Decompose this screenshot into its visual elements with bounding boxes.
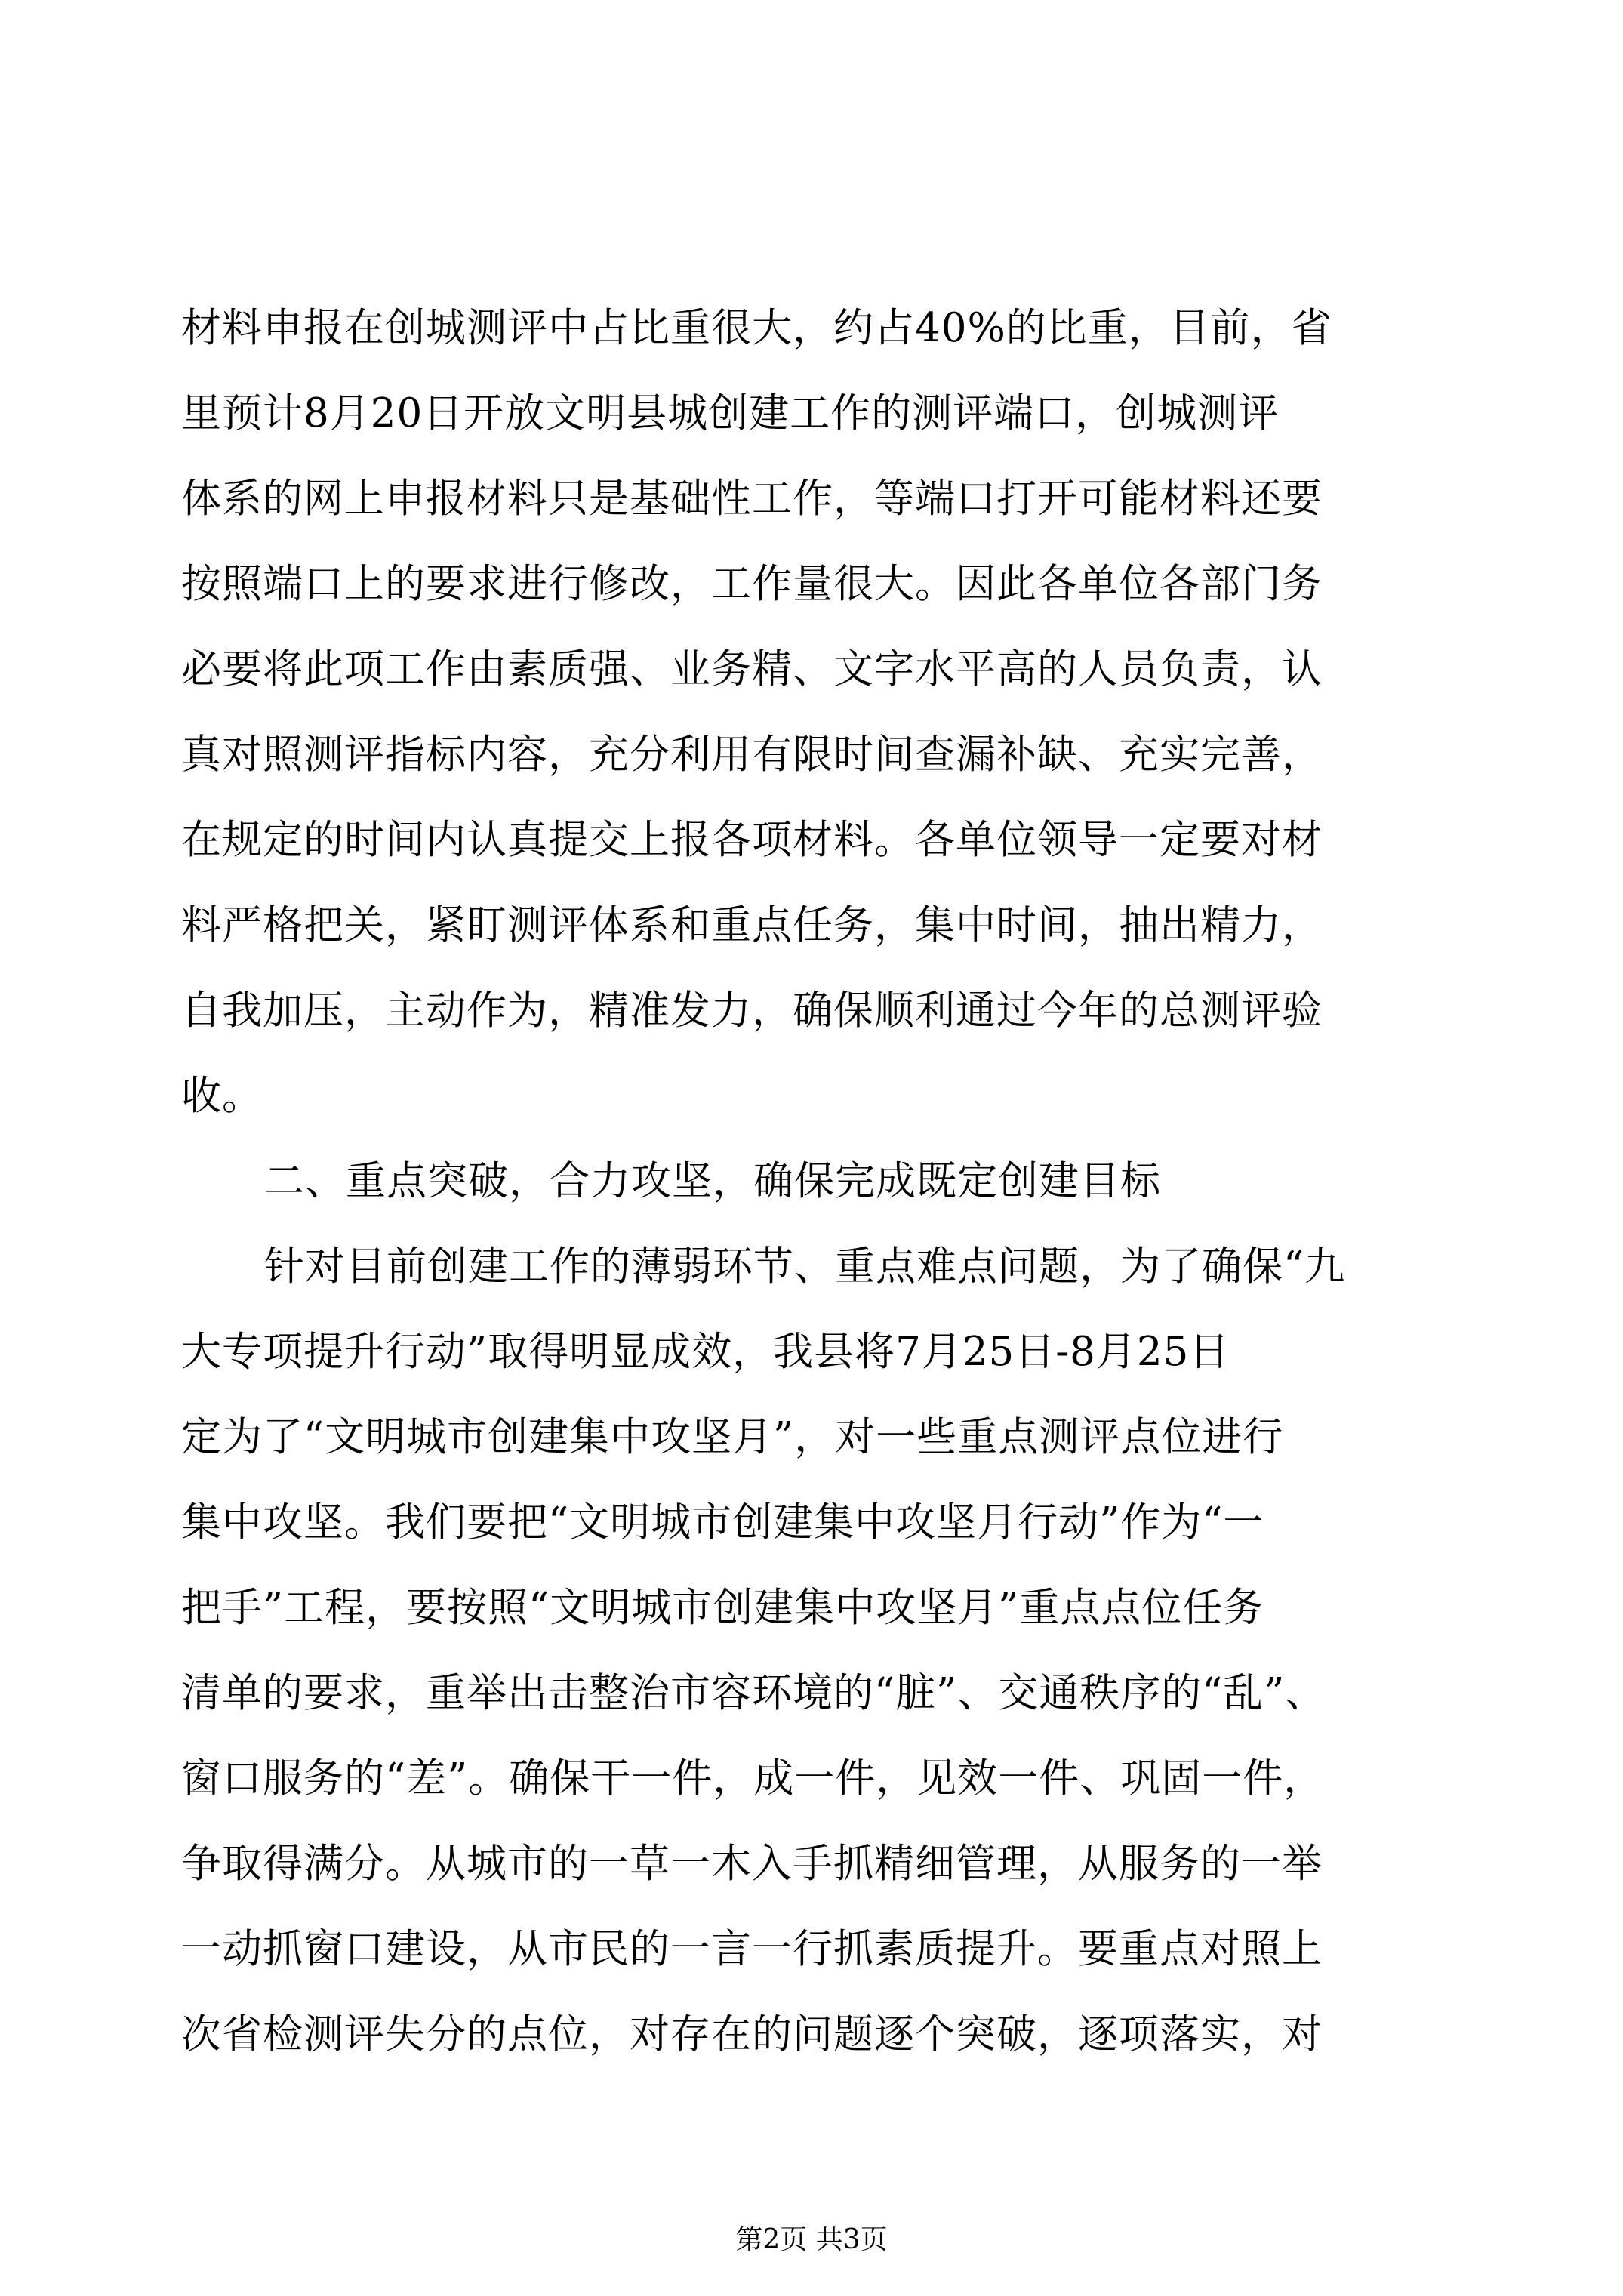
page-footer: 第2页 共3页: [735, 2224, 888, 2255]
paragraph-line: 针对目前创建工作的薄弱环节、重点难点问题，为了确保“九: [264, 1244, 1346, 1290]
section-heading: 二、重点突破，合力攻坚，确保完成既定创建目标: [264, 1158, 1161, 1204]
paragraph-line: 体系的网上申报材料只是基础性工作，等端口打开可能材料还要: [181, 476, 1323, 522]
paragraph-line: 窗口服务的“差”。确保干一件，成一件，见效一件、巩固一件，: [181, 1755, 1325, 1801]
paragraph-line: 在规定的时间内认真提交上报各项材料。各单位领导一定要对材: [181, 817, 1323, 863]
paragraph-line: 自我加压，主动作为，精准发力，确保顺利通过今年的总测评验: [181, 988, 1323, 1034]
paragraph-line: 大专项提升行动”取得明显成效，我县将7月25日-8月25日: [181, 1329, 1230, 1375]
paragraph-line: 里预计8月20日开放文明县城创建工作的测评端口，创城测评: [181, 390, 1280, 436]
paragraph-line: 把手”工程，要按照“文明城市创建集中攻坚月”重点点位任务: [181, 1585, 1264, 1631]
paragraph-line: 真对照测评指标内容，充分利用有限时间查漏补缺、充实完善，: [181, 732, 1323, 778]
paragraph-line: 一动抓窗口建设，从市民的一言一行抓素质提升。要重点对照上: [181, 1926, 1323, 1972]
paragraph-line: 按照端口上的要求进行修改，工作量很大。因此各单位各部门务: [181, 561, 1323, 607]
paragraph-line: 料严格把关，紧盯测评体系和重点任务，集中时间，抽出精力，: [181, 902, 1323, 948]
paragraph-line: 定为了“文明城市创建集中攻坚月”，对一些重点测评点位进行: [181, 1414, 1284, 1460]
paragraph-line: 清单的要求，重举出击整治市容环境的“脏”、交通秩序的“乱”、: [181, 1670, 1326, 1716]
paragraph-line: 必要将此项工作由素质强、业务精、文字水平高的人员负责，认: [181, 646, 1323, 692]
paragraph-line: 收。: [181, 1073, 263, 1119]
paragraph-line: 争取得满分。从城市的一草一木入手抓精细管理，从服务的一举: [181, 1841, 1323, 1887]
paragraph-line: 次省检测评失分的点位，对存在的问题逐个突破，逐项落实，对: [181, 2011, 1323, 2057]
paragraph-line: 材料申报在创城测评中占比重很大，约占40%的比重，目前，省: [181, 305, 1332, 351]
paragraph-line: 集中攻坚。我们要把“文明城市创建集中攻坚月行动”作为“一: [181, 1499, 1264, 1546]
